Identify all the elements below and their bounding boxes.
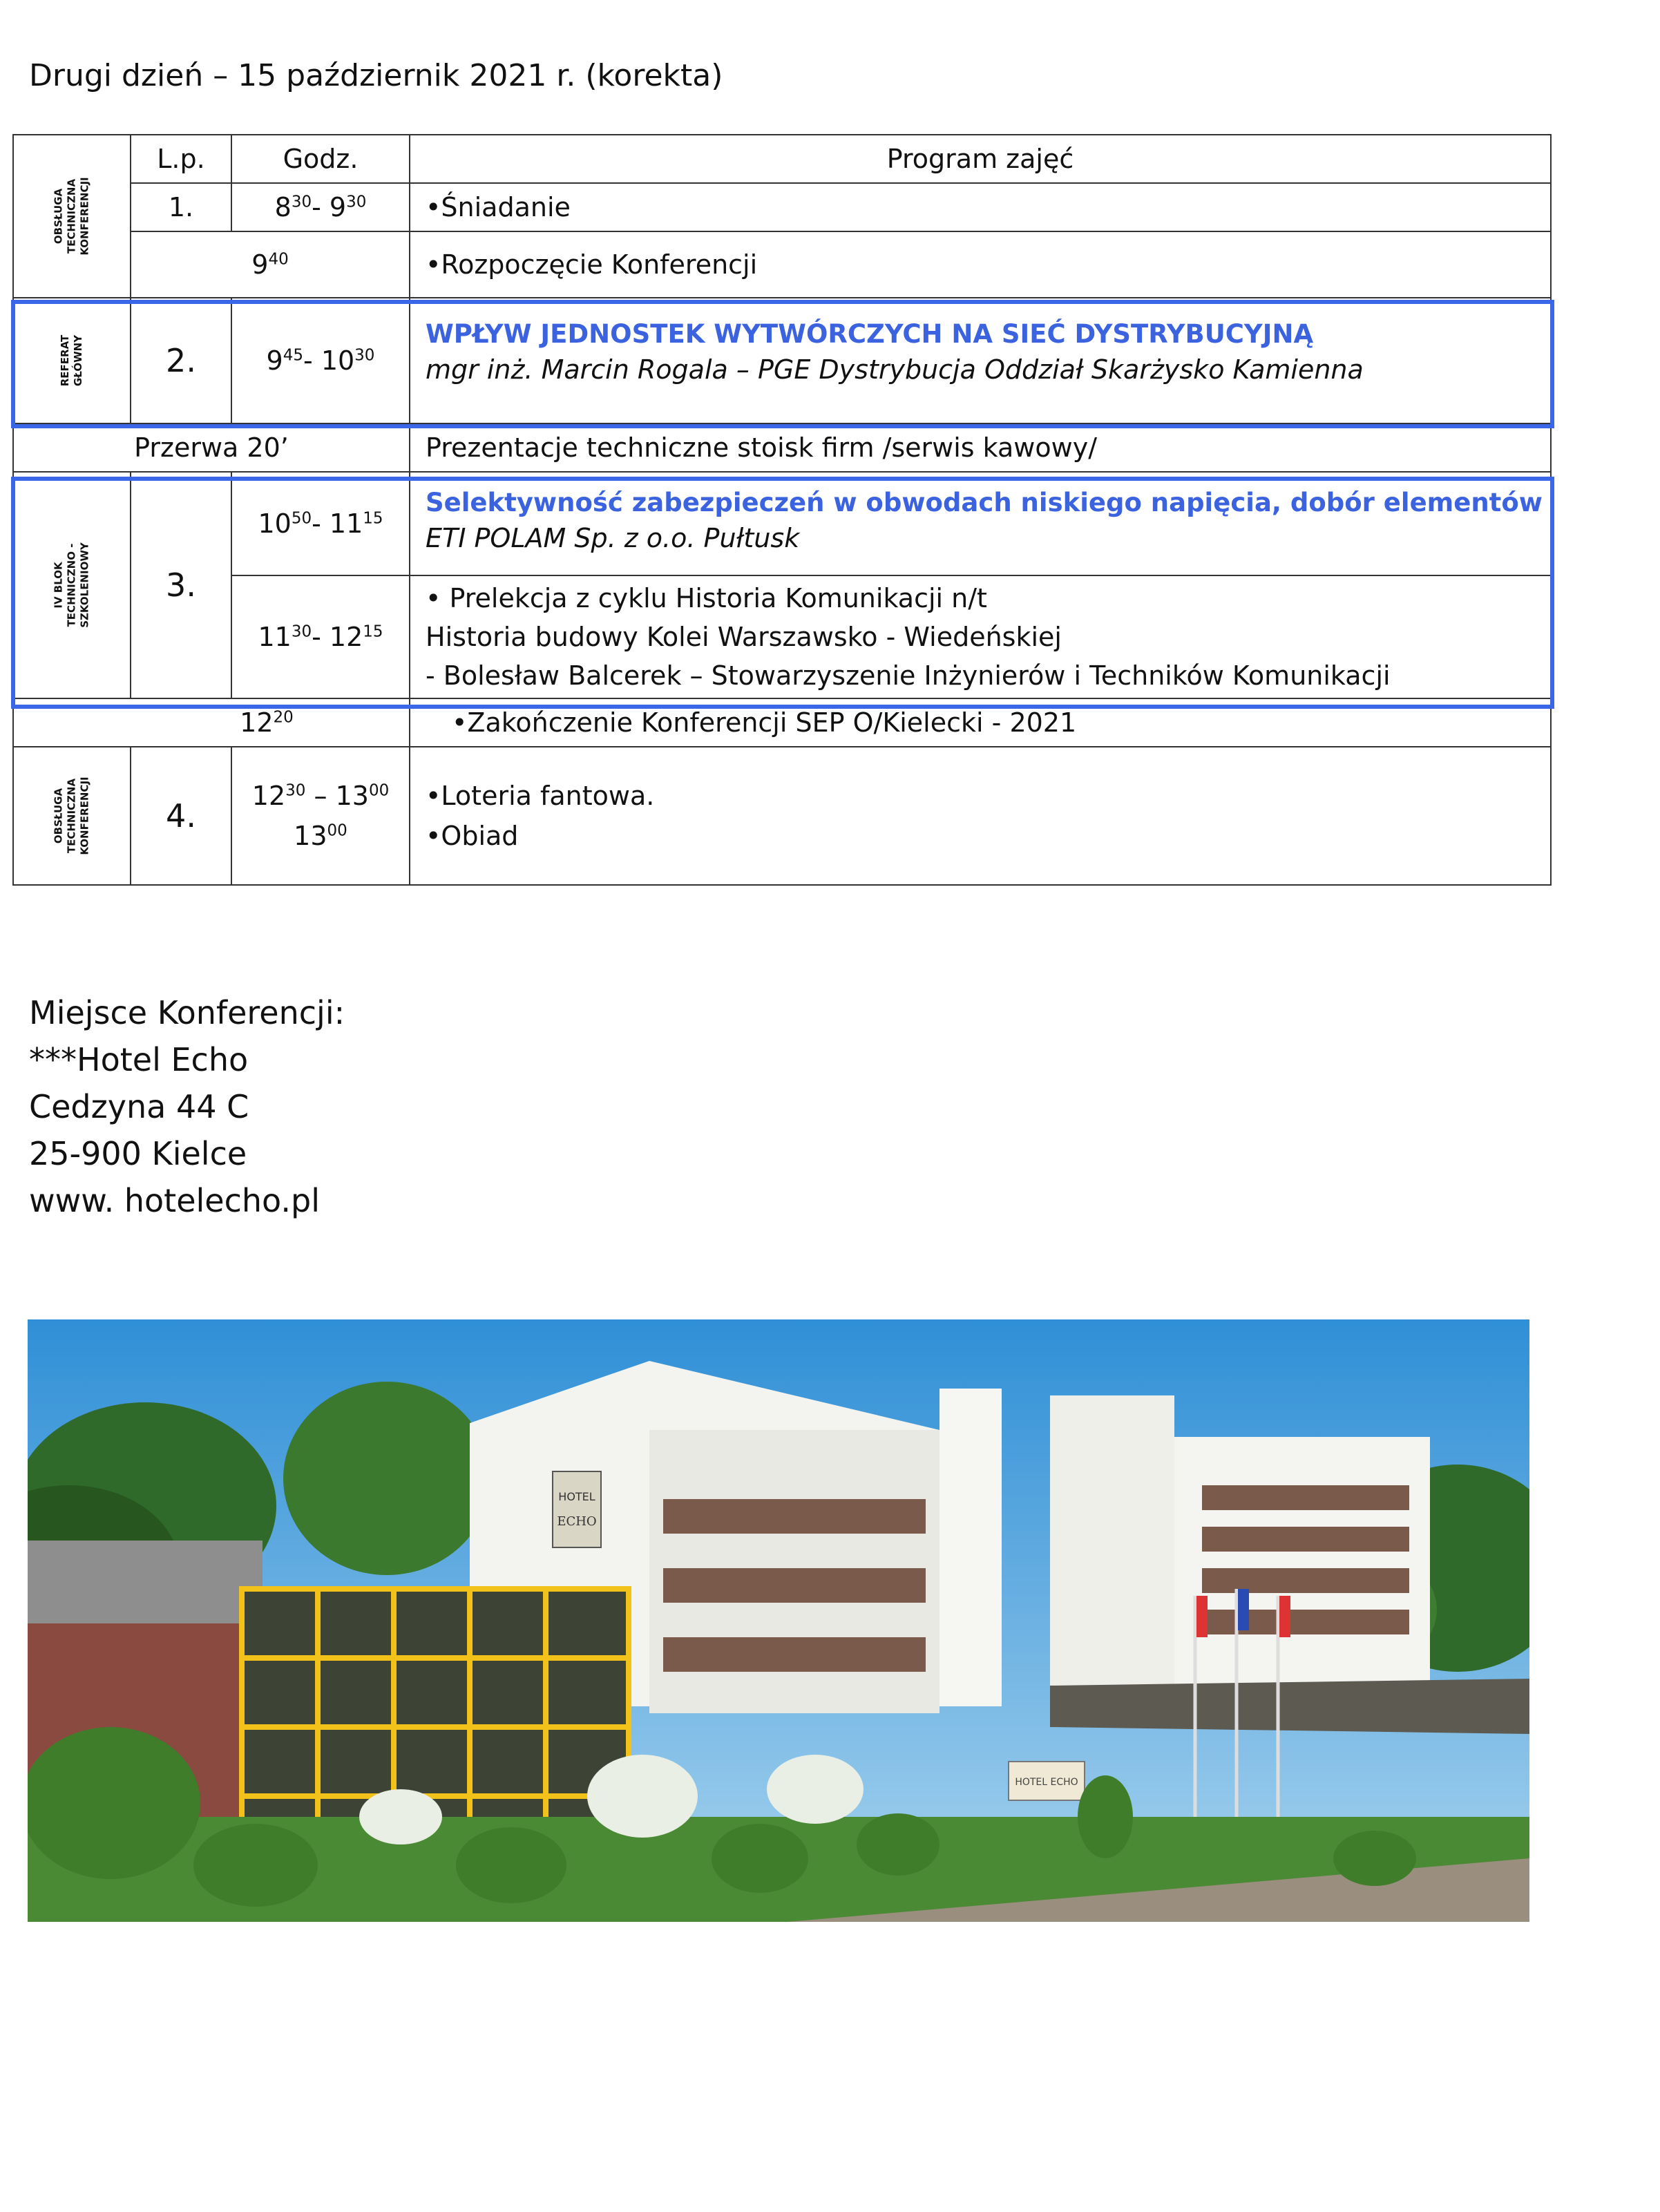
small-hotel-sign: HOTEL ECHO [1015,1777,1078,1788]
table-row [13,698,1551,747]
hotel-sign-bottom: ECHO [557,1514,597,1529]
talk-title: Selektywność zabezpieczeń w obwodach niskiego napięcia, dobór elementów [426,488,1543,517]
lp-cell: 2. [131,298,231,423]
table-row [13,298,1551,423]
break-label-cell: Przerwa 20’ [13,423,410,472]
group-label-obsluga: OBSŁUGA TECHNICZNA KONFERENCJI [52,177,91,256]
venue-name: ***Hotel Echo [29,1041,249,1078]
page-title: Drugi dzień – 15 październik 2021 r. (korekta) [29,58,723,93]
program-cell [410,747,1551,885]
table-row [13,747,1551,885]
hotel-illustration [28,1319,1529,1922]
venue-street: Cedzyna 44 C [29,1088,249,1125]
venue-website: www. hotelecho.pl [29,1182,320,1219]
group-label-blok: IV BLOK TECHNICZNO - SZKOLENIOWY [52,542,91,628]
lp-cell: 3. [131,472,231,698]
program-line: •Loteria fantowa. [426,781,655,811]
group-label-cell [13,472,131,698]
program-cell [410,472,1551,575]
group-label-obsluga: OBSŁUGA TECHNICZNA KONFERENCJI [52,776,91,855]
talk-title: WPŁYW JEDNOSTEK WYTWÓRCZYCH NA SIEĆ DYSTRYBUCYJNĄ [426,319,1314,349]
program-cell [410,298,1551,423]
header-program: Program zajęć [410,135,1551,183]
group-label-referat: REFERAT GŁÓWNY [59,334,84,387]
table-row [13,183,1551,231]
time-cell: $9^{45}-$ $10^{30}$ [231,298,410,423]
time-cell: $8^{30}-$ $9^{30}$ [231,183,410,231]
talk-line: • Prelekcja z cyklu Historia Komunikacji n/t [426,583,987,613]
table-row [13,423,1551,472]
time-cell: $10^{50}-$ $11^{15}$ [231,472,410,575]
program-cell: •Zakończenie Konferencji SEP O/Kielecki - 2021 [410,698,1551,747]
hotel-sign-top: HOTEL [558,1490,595,1503]
lp-cell: 4. [131,747,231,885]
table-row [13,575,1551,698]
group-label-cell [13,298,131,423]
venue-label: Miejsce Konferencji: [29,994,345,1031]
header-lp: L.p. [131,135,231,183]
venue-block [29,989,345,1224]
table-header-row [13,135,1551,183]
venue-city: 25-900 Kielce [29,1135,247,1172]
time-cell: $11^{30}-$ $12^{15}$ [231,575,410,698]
schedule-table [12,134,1552,886]
program-cell: •Rozpoczęcie Konferencji [410,231,1551,298]
header-godz: Godz. [231,135,410,183]
talk-speaker: mgr inż. Marcin Rogala – PGE Dystrybucja Oddział Skarżysko Kamienna [426,354,1364,385]
table-row [13,472,1551,575]
talk-speaker: ETI POLAM Sp. z o.o. Pułtusk [426,523,800,553]
lp-cell: 1. [131,183,231,231]
time-cell: $9^{40}$ [131,231,410,298]
group-label-cell [13,747,131,885]
table-row [13,231,1551,298]
time-cell: $12^{30} - 13^{00}$ $13^{00}$ [231,747,410,885]
time-cell: $12^{20}$ [13,698,410,747]
program-line: •Obiad [426,821,519,851]
program-cell [410,575,1551,698]
program-cell: •Śniadanie [410,183,1551,231]
talk-line: Historia budowy Kolei Warszawsko - Wiedeńskiej [426,622,1062,652]
talk-line: - Bolesław Balcerek – Stowarzyszenie Inżynierów i Techników Komunikacji [426,660,1391,691]
program-cell: Prezentacje techniczne stoisk firm /serwis kawowy/ [410,423,1551,472]
hotel-photo [28,1319,1529,1922]
group-label-cell [13,135,131,298]
